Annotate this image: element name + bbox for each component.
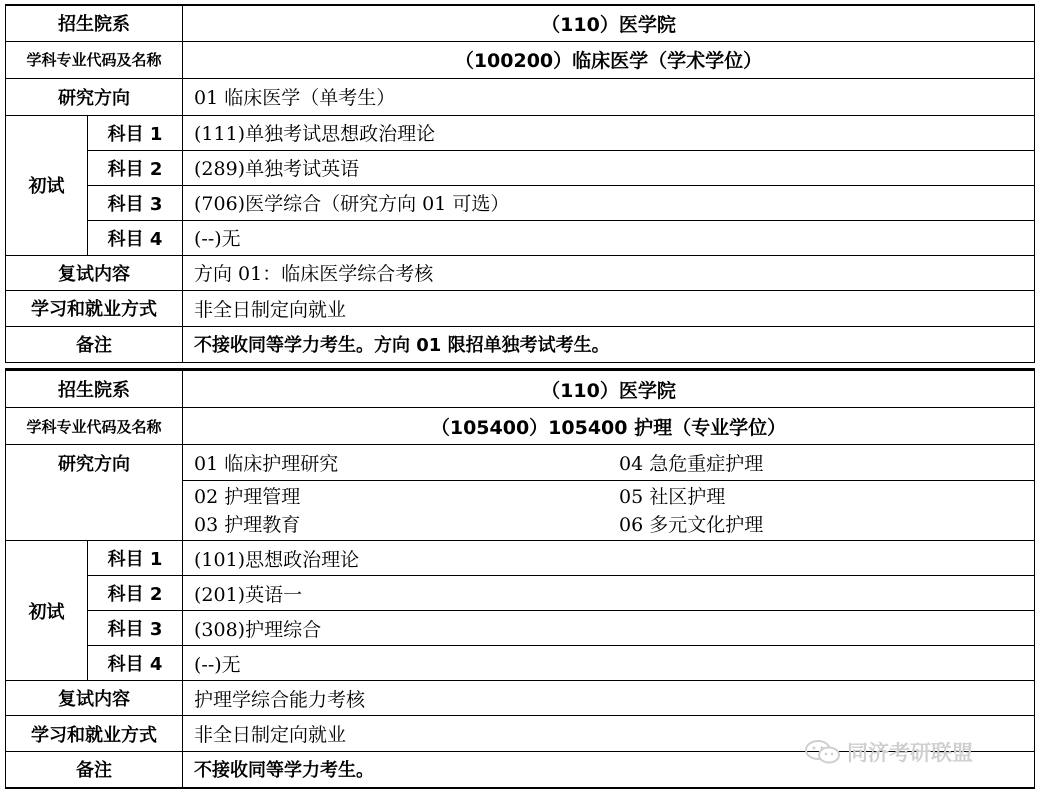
direction-02: 02 护理管理 — [194, 485, 301, 508]
label-subject-3: 科目 3 — [88, 611, 183, 646]
dept-value: （110）医学院 — [183, 5, 1035, 41]
retest-value: 护理学综合能力考核 — [183, 681, 1035, 716]
remark-value: 不接收同等学力考生。 — [183, 752, 1035, 788]
major-value: （100200）临床医学（学术学位） — [183, 41, 1035, 78]
label-remark: 备注 — [6, 326, 183, 362]
label-initial: 初试 — [6, 115, 88, 255]
label-study-mode: 学习和就业方式 — [6, 716, 183, 752]
subject-3-value: (706)医学综合（研究方向 01 可选） — [183, 185, 1035, 220]
label-subject-1: 科目 1 — [88, 115, 183, 150]
subject-1-value: (111)单独考试思想政治理论 — [183, 115, 1035, 150]
subject-1-value: (101)思想政治理论 — [183, 541, 1035, 576]
label-direction: 研究方向 — [6, 78, 183, 115]
remark-value: 不接收同等学力考生。方向 01 限招单独考试考生。 — [183, 326, 1035, 362]
label-subject-2: 科目 2 — [88, 150, 183, 185]
study-mode-value: 非全日制定向就业 — [183, 716, 1035, 752]
label-subject-4: 科目 4 — [88, 646, 183, 681]
retest-value: 方向 01：临床医学综合考核 — [183, 255, 1035, 290]
subject-4-value: (--)无 — [183, 220, 1035, 255]
direction-05: 05 社区护理 — [619, 485, 726, 508]
dept-value: （110）医学院 — [183, 370, 1035, 408]
direction-06: 06 多元文化护理 — [619, 513, 764, 536]
watermark — [803, 735, 973, 769]
watermark-text: 同济考研联盟 — [847, 741, 973, 765]
subject-2-value: (201)英语一 — [183, 576, 1035, 611]
label-study-mode: 学习和就业方式 — [6, 290, 183, 326]
direction-row-2 — [183, 481, 1035, 541]
direction-label-blank — [6, 481, 183, 541]
label-subject-1: 科目 1 — [88, 541, 183, 576]
subject-4-value: (--)无 — [183, 646, 1035, 681]
study-mode-value: 非全日制定向就业 — [183, 290, 1035, 326]
label-dept: 招生院系 — [6, 370, 183, 408]
direction-row-1 — [183, 445, 1035, 481]
program-table-clinical — [5, 4, 1035, 363]
subject-2-value: (289)单独考试英语 — [183, 150, 1035, 185]
label-dept: 招生院系 — [6, 5, 183, 41]
label-subject-3: 科目 3 — [88, 185, 183, 220]
label-major: 学科专业代码及名称 — [6, 41, 183, 78]
label-subject-4: 科目 4 — [88, 220, 183, 255]
subject-3-value: (308)护理综合 — [183, 611, 1035, 646]
label-remark: 备注 — [6, 752, 183, 788]
direction-01: 01 临床护理研究 — [194, 453, 339, 475]
label-direction: 研究方向 — [6, 445, 183, 481]
direction-03: 03 护理教育 — [194, 513, 301, 536]
label-subject-2: 科目 2 — [88, 576, 183, 611]
label-major: 学科专业代码及名称 — [6, 408, 183, 445]
program-table-nursing — [5, 368, 1035, 789]
label-retest: 复试内容 — [6, 255, 183, 290]
label-initial: 初试 — [6, 541, 88, 681]
label-retest: 复试内容 — [6, 681, 183, 716]
direction-04: 04 急危重症护理 — [619, 453, 764, 475]
direction-value: 01 临床医学（单考生） — [183, 78, 1035, 115]
wechat-icon — [803, 738, 843, 766]
major-value: （105400）105400 护理（专业学位） — [183, 408, 1035, 445]
